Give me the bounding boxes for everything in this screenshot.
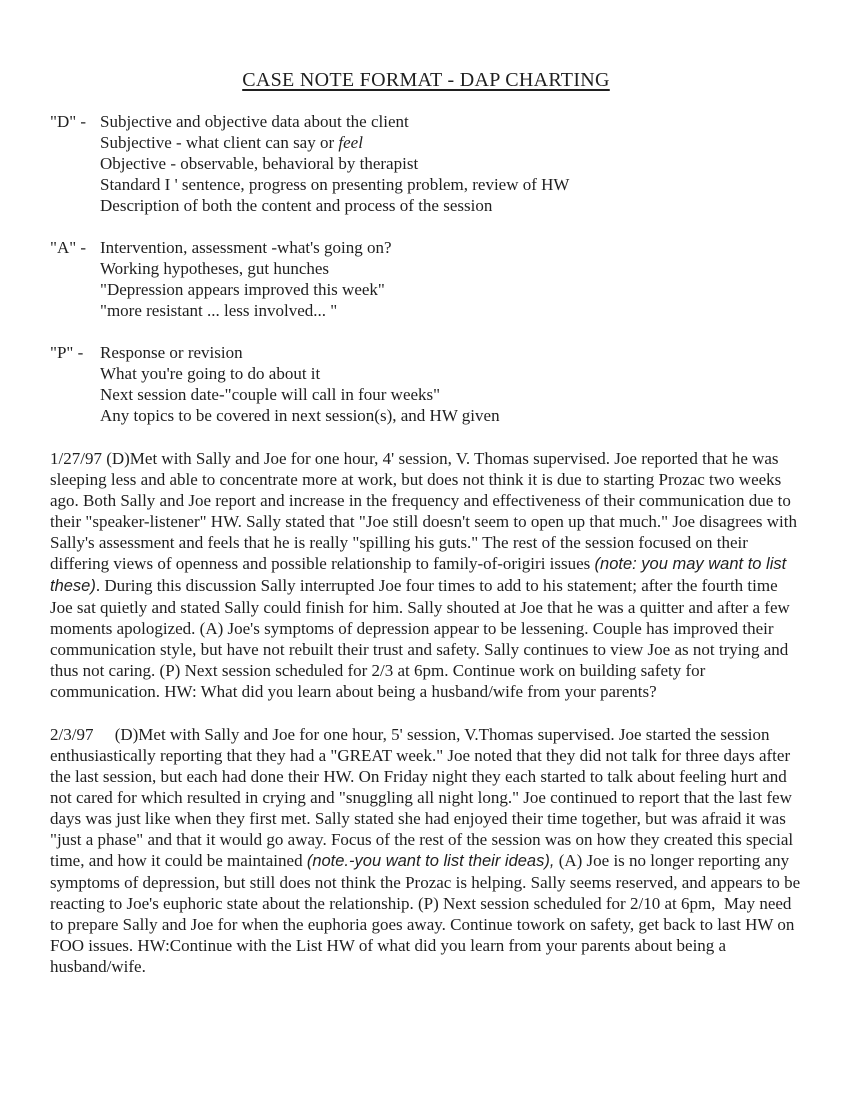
text-segment: Standard I ' sentence, progress on presenting problem, review of HW	[100, 175, 570, 194]
text-segment: Objective - observable, behavioral by therapist	[100, 154, 419, 173]
text-segment: (A) Joe is no longer reporting any symptoms of depression, but still does not think the Prozac is helping. Sally seems reserved, and appears to be reacting to Joe's euphoric state about the relationship. (P) Next session scheduled for 2/10 at 6pm, May need to prepare Sally and Joe for when the euphoria goes away. Continue towork on safety, get back to last HW on FOO issues. HW:Continue with the List HW of what did you learn from your parents about being a husband/wife.	[50, 851, 805, 976]
text-segment: Next session date-"couple will call in four weeks"	[100, 385, 441, 404]
format-line	[100, 132, 802, 153]
format-section-lines	[100, 342, 802, 426]
format-line	[100, 363, 802, 384]
format-line	[100, 279, 802, 300]
text-segment: . During this discussion Sally interrupted Joe four times to add to his statement; after the fourth time Joe sat quietly and stated Sally could finish for him. Sally shouted at Joe that he was a quitter and after a few moments apologized. (A) Joe's symptoms of depression appear to be lessening. Couple has improved their communication style, but have not rebuilt their trust and safety. Sally continues to view Joe as not trying and thus not caring. (P) Next session scheduled for 2/3 at 6pm. Continue work on building safety for communication. HW: What did you learn about being a husband/wife from your parents?	[50, 576, 795, 701]
format-section	[50, 342, 802, 426]
case-notes	[50, 448, 805, 977]
text-segment: "more resistant ... less involved... "	[100, 301, 338, 320]
text-segment: Response or revision	[100, 343, 243, 362]
format-section-lines	[100, 237, 802, 321]
page-title: CASE NOTE FORMAT - DAP CHARTING	[242, 69, 610, 91]
format-line	[100, 300, 802, 321]
format-section-label: "P" -	[50, 343, 84, 362]
format-sections	[50, 111, 802, 426]
format-section	[50, 237, 802, 321]
text-segment: 2/3/97 (D)Met with Sally and Joe for one hour, 5' session, V.Thomas supervised. Joe started the session enthusiastically reporting that they had a "GREAT week." Joe noted that they did not talk for three days after the last session, but each had done their HW. On Friday night they each started to talk about feeling hurt and not cared for which resulted in crying and "snuggling all night long." Joe continued to report that the last few days was just like when they first met. Sally stated she had enjoyed their time together, but was afraid it was "just a phase" and that it would go away. Focus of the rest of the session was on how they created this special time, and how it could be maintained	[50, 725, 798, 870]
text-segment: Subjective - what client can say or	[100, 133, 339, 152]
format-line	[100, 195, 802, 216]
text-segment: 1/27/97 (D)Met with Sally and Joe for one hour, 4' session, V. Thomas supervised. Joe reported that he was sleeping less and able to concentrate more at work, but does not think it is due to starting Prozac two weeks ago. Both Sally and Joe report and increase in the frequency and effectiveness of their communication due to their "speaker-listener" HW. Sally stated that "Joe still doesn't seem to open up that much." Joe disagrees with Sally's assessment and feels that he is really "spilling his guts." The rest of the session focused on their differing views of openness and possible relationship to family-of-origiri issues	[50, 449, 802, 573]
format-line	[100, 405, 802, 426]
text-segment: (note.-you want to list their ideas),	[306, 852, 555, 870]
format-section-label: "A" -	[50, 238, 87, 257]
text-segment: Working hypotheses, gut hunches	[100, 259, 330, 278]
format-line	[100, 153, 802, 174]
format-line	[100, 342, 802, 363]
text-segment: Any topics to be covered in next session(s), and HW given	[100, 406, 500, 425]
format-line	[100, 237, 802, 258]
format-section-lines	[100, 111, 802, 216]
format-line	[100, 258, 802, 279]
case-note-paragraph	[50, 724, 805, 977]
text-segment: Subjective and objective data about the client	[100, 112, 409, 131]
text-segment: Description of both the content and process of the session	[100, 196, 493, 215]
text-segment: feel	[338, 133, 363, 152]
text-segment: "Depression appears improved this week"	[100, 280, 385, 299]
format-line	[100, 111, 802, 132]
format-section	[50, 111, 802, 216]
text-segment: Intervention, assessment -what's going on?	[100, 238, 392, 257]
case-note-paragraph	[50, 448, 802, 702]
format-line	[100, 174, 802, 195]
format-section-label: "D" -	[50, 112, 87, 131]
text-segment: What you're going to do about it	[100, 364, 321, 383]
format-line	[100, 384, 802, 405]
text-segment: (note: you may want to list these)	[50, 555, 791, 595]
